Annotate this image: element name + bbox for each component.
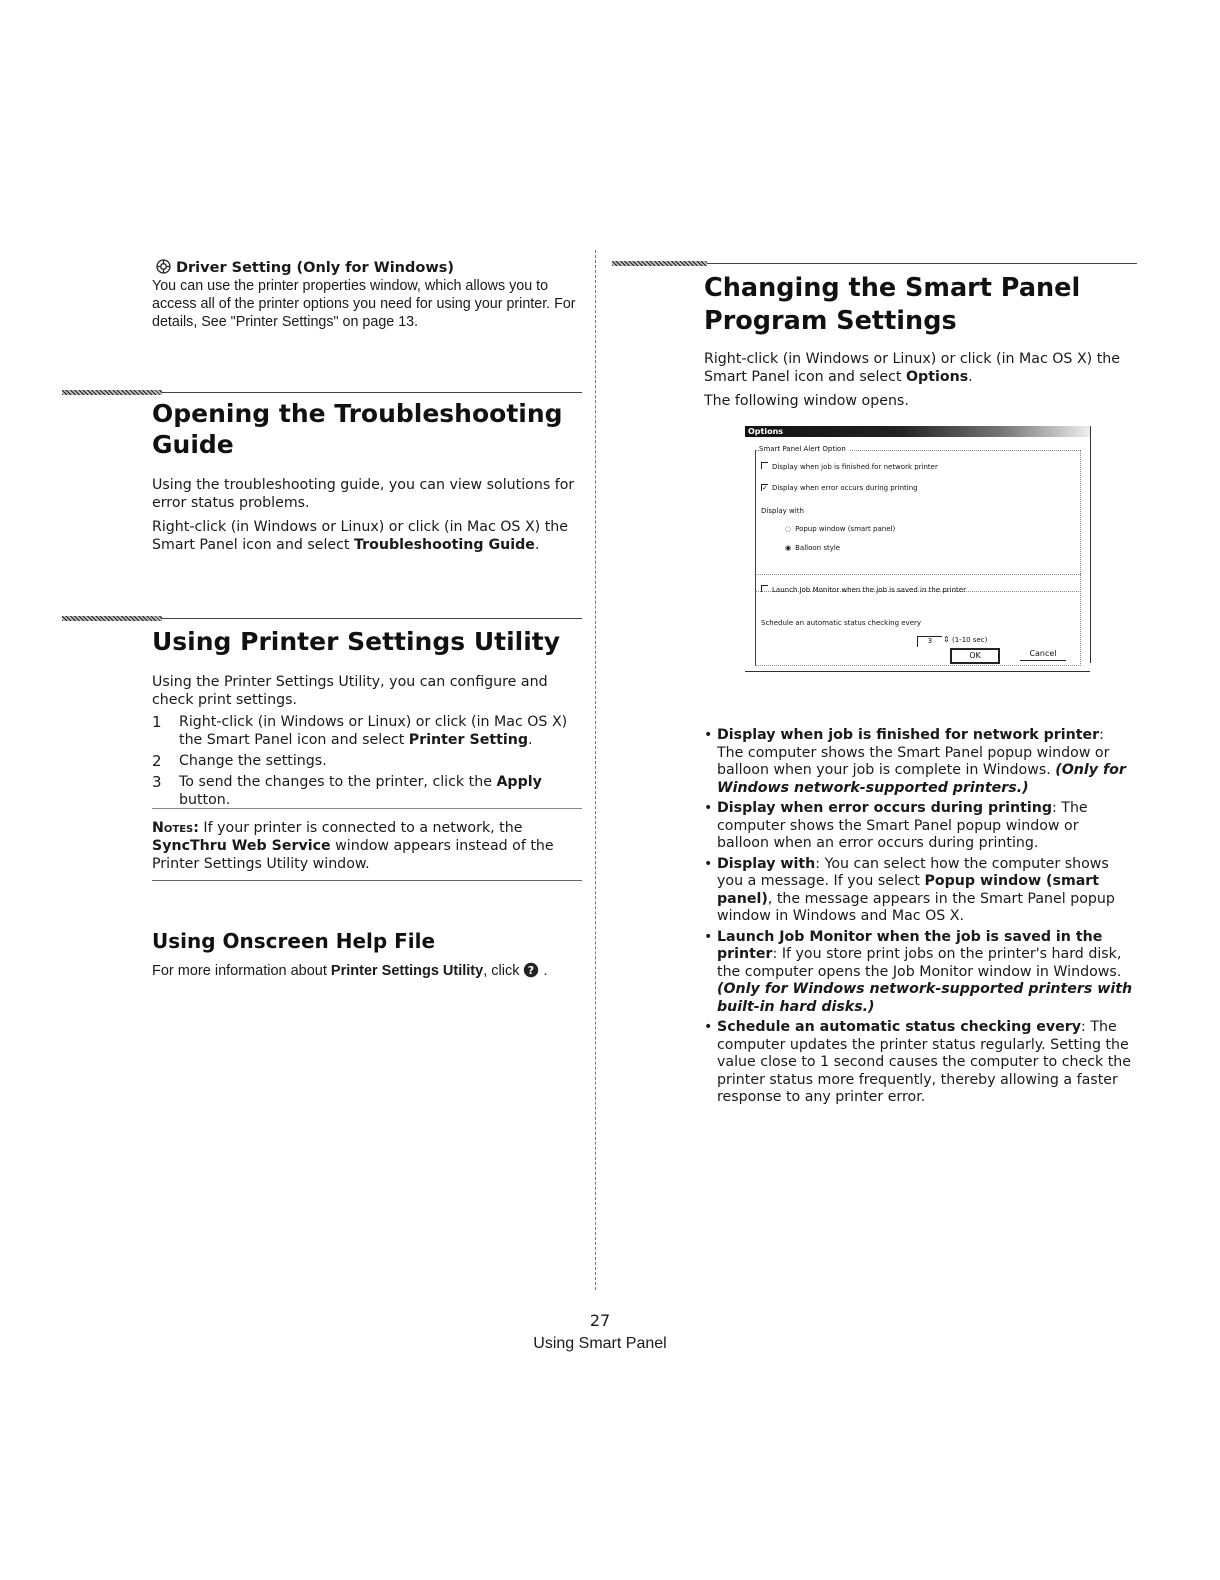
display-with-label: Display with [761, 507, 804, 515]
notes-block [152, 819, 584, 873]
troubleshooting-p1: Using the troubleshooting guide, you can view solutions for error status problems. [152, 477, 575, 511]
section-rule [162, 618, 582, 619]
section-rule [707, 263, 1137, 264]
printer-settings-intro: Using the Printer Settings Utility, you can configure and check print settings. [152, 674, 548, 708]
alert-option-label: Smart Panel Alert Option [759, 445, 849, 454]
note-top-rule [152, 808, 582, 809]
column-divider [595, 250, 596, 1290]
section-rule-hatch [62, 616, 162, 621]
section-rule-hatch [612, 261, 707, 266]
step-item: 1 Right-click (in Windows or Linux) or click (in Mac OS X) the Smart Panel icon and select Printer Setting. [152, 713, 568, 748]
help-icon[interactable] [523, 962, 539, 978]
spinner-arrows-icon[interactable]: ⇕ [943, 635, 950, 644]
launch-monitor-checkbox[interactable]: Launch Job Monitor when the job is saved in the printer [761, 585, 966, 595]
printer-settings-section [152, 626, 584, 812]
help-section [152, 928, 584, 980]
section-rule-hatch [62, 390, 162, 395]
smart-panel-settings-section [704, 272, 1134, 410]
printer-settings-steps [152, 713, 584, 809]
driver-settings-icon [156, 259, 171, 274]
schedule-label: Schedule an automatic status checking every [761, 619, 922, 627]
smart-panel-settings-heading: Changing the Smart Panel Program Settings [704, 273, 1081, 336]
interval-range: (1-10 sec) [952, 636, 988, 644]
bullet-display-with: • Display with: You can select how the computer shows you a message. If you select Popup window (smart panel), the message appears in the Smart Panel popup window in Windows and Mac OS X. [704, 856, 1134, 926]
troubleshooting-section [152, 398, 584, 554]
notes-label: Notes [152, 820, 194, 836]
printer-settings-heading: Using Printer Settings Utility [152, 627, 561, 656]
options-bullets [704, 727, 1134, 1110]
smart-panel-settings-p1: Right-click (in Windows or Linux) or click (in Mac OS X) the Smart Panel icon and select Options. [704, 351, 1120, 385]
network-checkbox[interactable]: Display when job is finished for network printer [761, 462, 938, 472]
bullet-schedule: • Schedule an automatic status checking every: The computer updates the printer status regularly. Setting the value close to 1 second causes the computer to check the printer status more frequently, thereby allowing a faster response to any printer error. [704, 1019, 1134, 1107]
balloon-radio[interactable]: ◉ Balloon style [785, 544, 841, 552]
driver-setting-title: Driver Setting (Only for Windows) [156, 259, 584, 277]
driver-setting-body: You can use the printer properties window, which allows you to access all of the printer options you need for using your printer. For details, See "Printer Settings" on page 13. [152, 278, 576, 330]
ok-button[interactable]: OK [950, 648, 1000, 664]
troubleshooting-p2: Right-click (in Windows or Linux) or click (in Mac OS X) the Smart Panel icon and select Troubleshooting Guide. [152, 519, 568, 553]
note-bottom-rule [152, 880, 582, 881]
bullet-error: • Display when error occurs during printing: The computer shows the Smart Panel popup window or balloon when an error occurs during printing. [704, 800, 1134, 853]
cancel-button[interactable]: Cancel [1020, 648, 1066, 661]
notes-text: Notes: If your printer is connected to a network, the SyncThru Web Service window appears instead of the Printer Settings Utility window. [152, 820, 554, 872]
page-number: 27 [589, 1311, 611, 1330]
help-heading: Using Onscreen Help File [152, 929, 436, 953]
dialog-bottom-edge [745, 671, 1090, 672]
troubleshooting-heading: Opening the Troubleshooting Guide [152, 399, 563, 459]
svg-text:?: ? [528, 964, 535, 977]
chapter-footer: Using Smart Panel [533, 1335, 667, 1352]
help-text: For more information about Printer Settings Utility, click ? . [152, 963, 548, 979]
bullet-launch-monitor: • Launch Job Monitor when the job is saved in the printer: If you store print jobs on the printer's hard disk, the computer opens the Job Monitor window in Windows. (Only for Windows network-supported printers with built-in hard disks.) [704, 929, 1134, 1017]
options-dialog-titlebar: Options [745, 426, 1090, 437]
section-rule [162, 392, 582, 393]
options-bullet-list [704, 727, 1134, 1107]
bullet-network: • Display when job is finished for network printer: The computer shows the Smart Panel popup window or balloon when your job is complete in Windows. (Only for Windows network-supported printers.) [704, 727, 1134, 797]
options-dialog [745, 426, 1091, 663]
step-item: 3 To send the changes to the printer, click the Apply button. [152, 773, 542, 808]
driver-setting-block [152, 259, 584, 331]
step-item: 2 Change the settings. [152, 752, 327, 770]
interval-spinner[interactable]: 3 [917, 636, 942, 647]
popup-radio[interactable]: ◌ Popup window (smart panel) [785, 525, 896, 533]
smart-panel-settings-p2: The following window opens. [704, 393, 909, 409]
error-checkbox[interactable]: ✓ Display when error occurs during printing [762, 484, 918, 492]
